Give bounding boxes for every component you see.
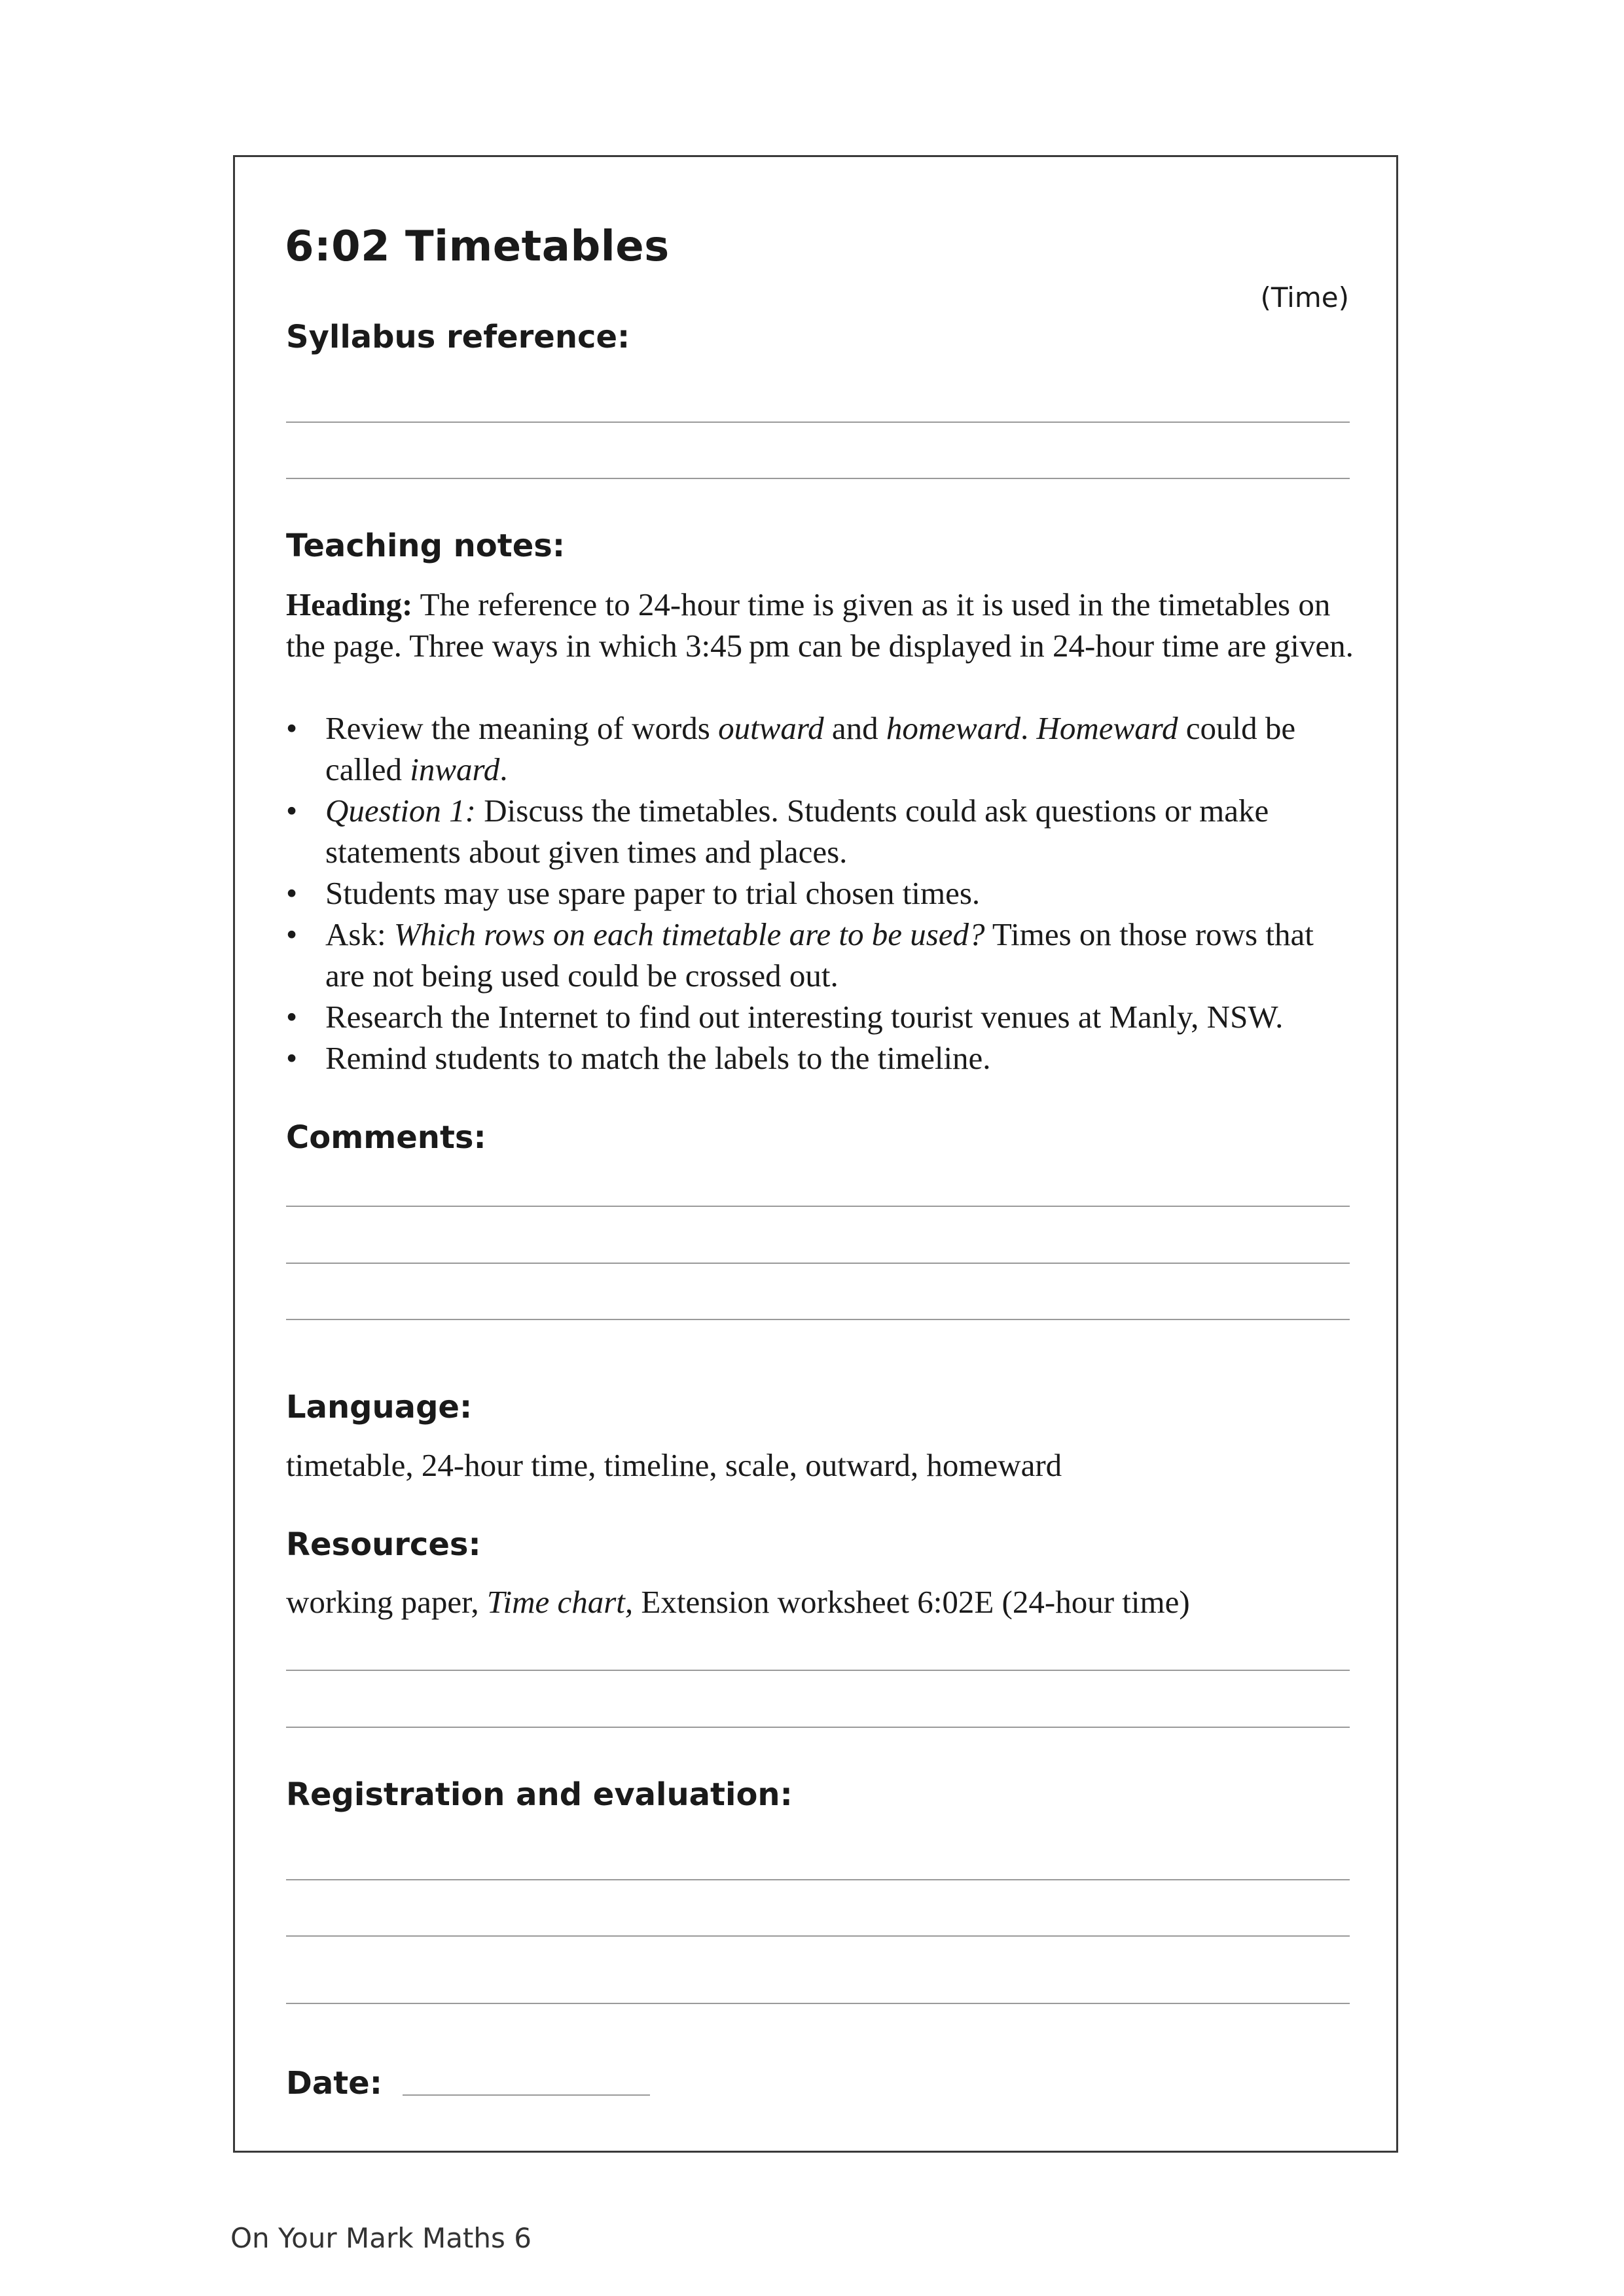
comments-line-1[interactable] (286, 1206, 1350, 1207)
registration-heading: Registration and evaluation: (286, 1776, 793, 1813)
bullet-dot: • (286, 1040, 298, 1076)
bullet-text-part: Which rows on each timetable are to be used? (393, 916, 985, 952)
bullet-text-part: inward (410, 751, 500, 787)
bullet-dot: • (286, 999, 298, 1035)
resources-line-1[interactable] (286, 1670, 1350, 1671)
teaching-notes-intro (286, 584, 1360, 666)
resources-line-2[interactable] (286, 1727, 1350, 1728)
teaching-note-bullet (286, 914, 1360, 996)
intro-text: The reference to 24-hour time is given as it is used in the timetables on the page. Three ways in which 3:45 pm can be displayed in 24-hour time are given. (286, 586, 1354, 664)
bullet-dot: • (286, 875, 298, 911)
resources-text-part: Extension worksheet 6:02E (24-hour time) (633, 1584, 1190, 1620)
resources-heading: Resources: (286, 1526, 481, 1563)
bullet-text-part: Discuss the timetables. Students could ask questions or make statements about given times and places. (325, 793, 1269, 870)
bullet-text-part: Question 1: (325, 793, 476, 829)
bullet-text-part: Review the meaning of words (325, 710, 719, 746)
language-heading: Language: (286, 1389, 473, 1426)
teaching-note-bullet (286, 996, 1360, 1037)
teaching-note-bullet (286, 790, 1360, 872)
strand-tag: (Time) (1260, 281, 1349, 314)
lesson-title: 6:02 Timetables (285, 223, 670, 271)
teaching-note-bullet (286, 1037, 1360, 1079)
comments-heading: Comments: (286, 1119, 486, 1156)
bullet-text-part: Remind students to match the labels to the timeline. (325, 1040, 991, 1076)
bullet-dot: • (286, 793, 298, 829)
bullet-text-part: Students may use spare paper to trial chosen times. (325, 875, 981, 911)
bullet-dot: • (286, 916, 298, 952)
intro-label: Heading: (286, 586, 413, 622)
teaching-notes-heading: Teaching notes: (286, 528, 566, 564)
bullet-dot: • (286, 710, 298, 746)
footer-book-title: On Your Mark Maths 6 (230, 2222, 532, 2254)
bullet-text-part: Times on those rows that are not being used could be crossed out. (325, 916, 1314, 994)
bullet-text-part: and (823, 710, 886, 746)
language-text: timetable, 24-hour time, timeline, scale, outward, homeward (286, 1447, 1062, 1483)
bullet-text-part: Ask: (325, 916, 394, 952)
teaching-note-bullet (286, 872, 1360, 914)
registration-line-2[interactable] (286, 1935, 1350, 1937)
registration-line-3[interactable] (286, 2003, 1350, 2004)
resources-text (286, 1581, 1360, 1623)
bullet-text-part: could be called (325, 710, 1296, 787)
teaching-notes-bullets (286, 708, 1360, 1079)
resources-time-chart: Time chart, (486, 1584, 634, 1620)
resources-text-part: working paper, (286, 1584, 487, 1620)
teaching-note-bullet (286, 708, 1360, 790)
bullet-text-part: . (499, 751, 508, 787)
comments-line-2[interactable] (286, 1263, 1350, 1264)
date-field[interactable] (403, 2094, 650, 2096)
bullet-text-part: Research the Internet to find out interesting tourist venues at Manly, NSW. (325, 999, 1284, 1035)
syllabus-line-1[interactable] (286, 422, 1350, 423)
bullet-text-part: homeward (886, 710, 1020, 746)
bullet-text-part: outward (718, 710, 824, 746)
registration-line-1[interactable] (286, 1879, 1350, 1880)
bullet-text-part: . (1020, 710, 1037, 746)
syllabus-heading: Syllabus reference: (286, 319, 630, 355)
comments-line-3[interactable] (286, 1319, 1350, 1320)
syllabus-line-2[interactable] (286, 478, 1350, 479)
date-label: Date: (286, 2065, 382, 2102)
bullet-text-part: Homeward (1036, 710, 1178, 746)
